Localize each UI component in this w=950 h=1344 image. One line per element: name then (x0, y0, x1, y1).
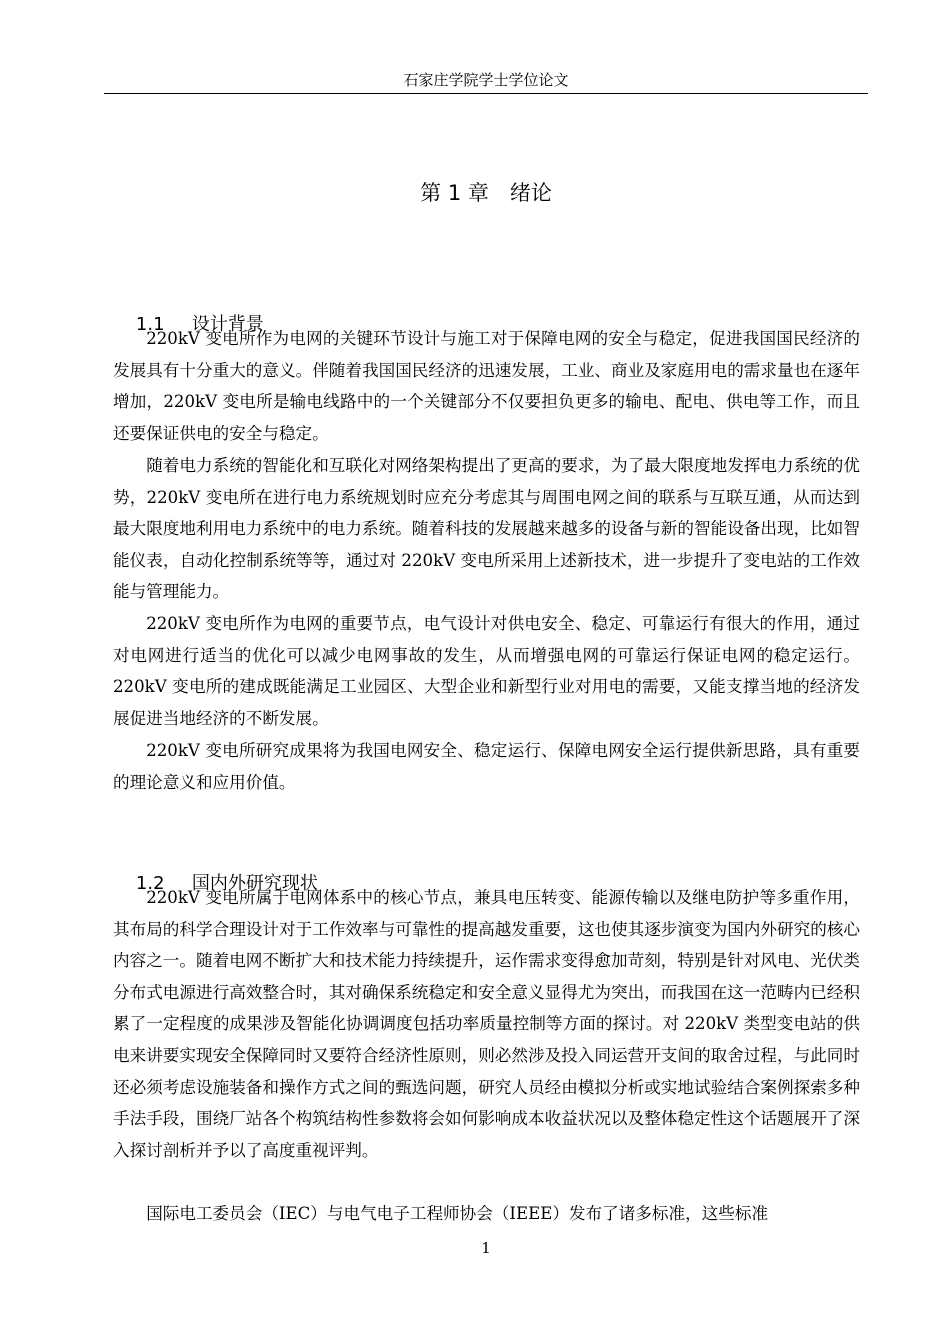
running-header: 石家庄学院学士学位论文 (403, 71, 569, 89)
section-number: 1.1 (135, 314, 165, 335)
header-rule (104, 93, 868, 94)
chapter-title: 第 1 章 绪论 (420, 181, 552, 205)
paragraph: 220kV 变电所作为电网的关键环节设计与施工对于保障电网的安全与稳定，促进我国国民经济的发展具有十分重大的意义。伴随着我国国民经济的迅速发展，工业、商业及家庭用电的需求量也在逐年增加，220kV 变电所是输电线路中的一个关键部分不仅要担负更多的输电、配电、供电等工作，而且还要保证供电的安全与稳定。 (113, 329, 860, 443)
page-number: 1 (481, 1239, 491, 1257)
paragraph: 220kV 变电所研究成果将为我国电网安全、稳定运行、保障电网安全运行提供新思路，具有重要的理论意义和应用价值。 (113, 741, 860, 792)
paragraph: 220kV 变电所作为电网的重要节点，电气设计对供电安全、稳定、可靠运行有很大的作用，通过对电网进行适当的优化可以减少电网事故的发生，从而增强电网的可靠运行保证电网的稳定运行。220kV 变电所的建成既能满足工业园区、大型企业和新型行业对用电的需要，又能支撑当地的经济发展促进当地经济的不断发展。 (113, 614, 860, 728)
section-title: 国内外研究现状 (191, 873, 318, 894)
section-number: 1.2 (135, 873, 165, 894)
paragraph: 随着电力系统的智能化和互联化对网络架构提出了更高的要求，为了最大限度地发挥电力系统的优势，220kV 变电所在进行电力系统规划时应充分考虑其与周围电网之间的联系与互联互通，从而达到最大限度地利用电力系统中的电力系统。随着科技的发展越来越多的设备与新的智能设备出现，比如智能仪表，自动化控制系统等等，通过对 220kV 变电所采用上述新技术，进一步提升了变电站的工作效能与管理能力。 (113, 456, 860, 602)
paragraph: 220kV 变电所属于电网体系中的核心节点，兼具电压转变、能源传输以及继电防护等多重作用，其布局的科学合理设计对于工作效率与可靠性的提高越发重要，这也使其逐步演变为国内外研究的核心内容之一。随着电网不断扩大和技术能力持续提升，运作需求变得愈加苛刻，特别是针对风电、光伏类分布式电源进行高效整合时，其对确保系统稳定和安全意义显得尤为突出，而我国在这一范畴内已经积累了一定程度的成果涉及智能化协调调度包括功率质量控制等方面的探讨。对 220kV 类型变电站的供电来讲要实现安全保障同时又要符合经济性原则，则必然涉及投入同运营开支间的取舍过程，与此同时还必须考虑设施装备和操作方式之间的甄选问题，研究人员经由模拟分析或实地试验结合案例探索多种手法手段，围绕厂站各个构筑结构性参数将会如何影响成本收益状况以及整体稳定性这个话题展开了深入探讨剖析并予以了高度重视评判。 (113, 888, 860, 1160)
section-title: 设计背景 (191, 314, 264, 335)
paragraph: 国际电工委员会（IEC）与电气电子工程师协会（IEEE）发布了诸多标准，这些标准 (146, 1204, 769, 1223)
